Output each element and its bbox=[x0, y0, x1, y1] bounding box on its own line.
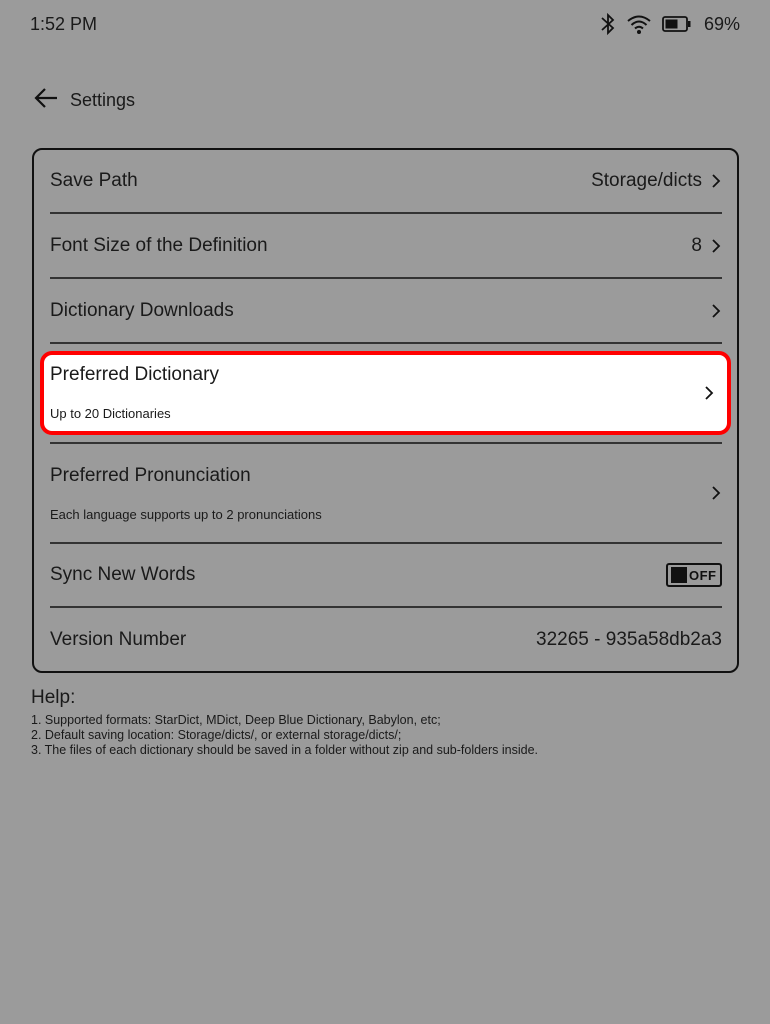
setting-label: Save Path bbox=[50, 170, 138, 191]
status-time: 1:52 PM bbox=[30, 14, 98, 34]
battery-icon bbox=[662, 15, 692, 33]
help-line: 2. Default saving location: Storage/dicts/, or external storage/dicts/; bbox=[31, 728, 402, 742]
chevron-right-icon bbox=[710, 237, 722, 255]
version-value: 32265 - 935a58db2a3 bbox=[536, 629, 722, 650]
setting-label: Font Size of the Definition bbox=[50, 234, 268, 256]
page-header bbox=[32, 84, 135, 116]
help-title: Help: bbox=[31, 687, 76, 708]
chevron-right-icon bbox=[710, 172, 722, 190]
setting-value: Storage/dicts bbox=[591, 170, 702, 191]
help-line: 3. The files of each dictionary should be saved in a folder without zip and sub-folders inside. bbox=[31, 743, 539, 757]
setting-subtitle: Up to 20 Dictionaries bbox=[50, 405, 171, 421]
setting-label: Preferred Dictionary bbox=[50, 363, 219, 385]
chevron-right-icon bbox=[710, 484, 722, 502]
setting-preferred-pronunciation[interactable] bbox=[50, 444, 722, 544]
page-title: Settings bbox=[70, 89, 136, 110]
setting-label: Dictionary Downloads bbox=[50, 299, 234, 321]
setting-label: Preferred Pronunciation bbox=[50, 464, 251, 486]
setting-font-size[interactable] bbox=[50, 214, 722, 279]
setting-sync-new-words bbox=[50, 544, 722, 608]
help-line: 1. Supported formats: StarDict, MDict, Deep Blue Dictionary, Babylon, etc; bbox=[31, 713, 441, 727]
setting-version-number bbox=[50, 608, 722, 672]
toggle-knob bbox=[671, 567, 687, 583]
chevron-right-icon bbox=[703, 384, 715, 402]
sync-toggle[interactable] bbox=[666, 563, 722, 587]
help-section bbox=[31, 687, 731, 758]
setting-preferred-dictionary[interactable] bbox=[40, 351, 731, 435]
battery-percent: 69% bbox=[703, 13, 740, 34]
arrow-left-icon bbox=[33, 86, 59, 115]
wifi-icon bbox=[626, 13, 652, 35]
setting-value: 8 bbox=[691, 234, 702, 256]
setting-save-path[interactable] bbox=[50, 150, 722, 214]
bluetooth-icon bbox=[600, 12, 616, 36]
setting-label: Sync New Words bbox=[50, 564, 196, 585]
status-bar bbox=[0, 0, 770, 52]
status-icons bbox=[600, 12, 740, 36]
setting-label: Version Number bbox=[50, 629, 187, 650]
back-button[interactable] bbox=[32, 86, 60, 114]
setting-subtitle: Each language supports up to 2 pronunciations bbox=[50, 506, 322, 522]
toggle-state: OFF bbox=[689, 567, 717, 583]
setting-dictionary-downloads[interactable] bbox=[50, 279, 722, 344]
chevron-right-icon bbox=[710, 302, 722, 320]
